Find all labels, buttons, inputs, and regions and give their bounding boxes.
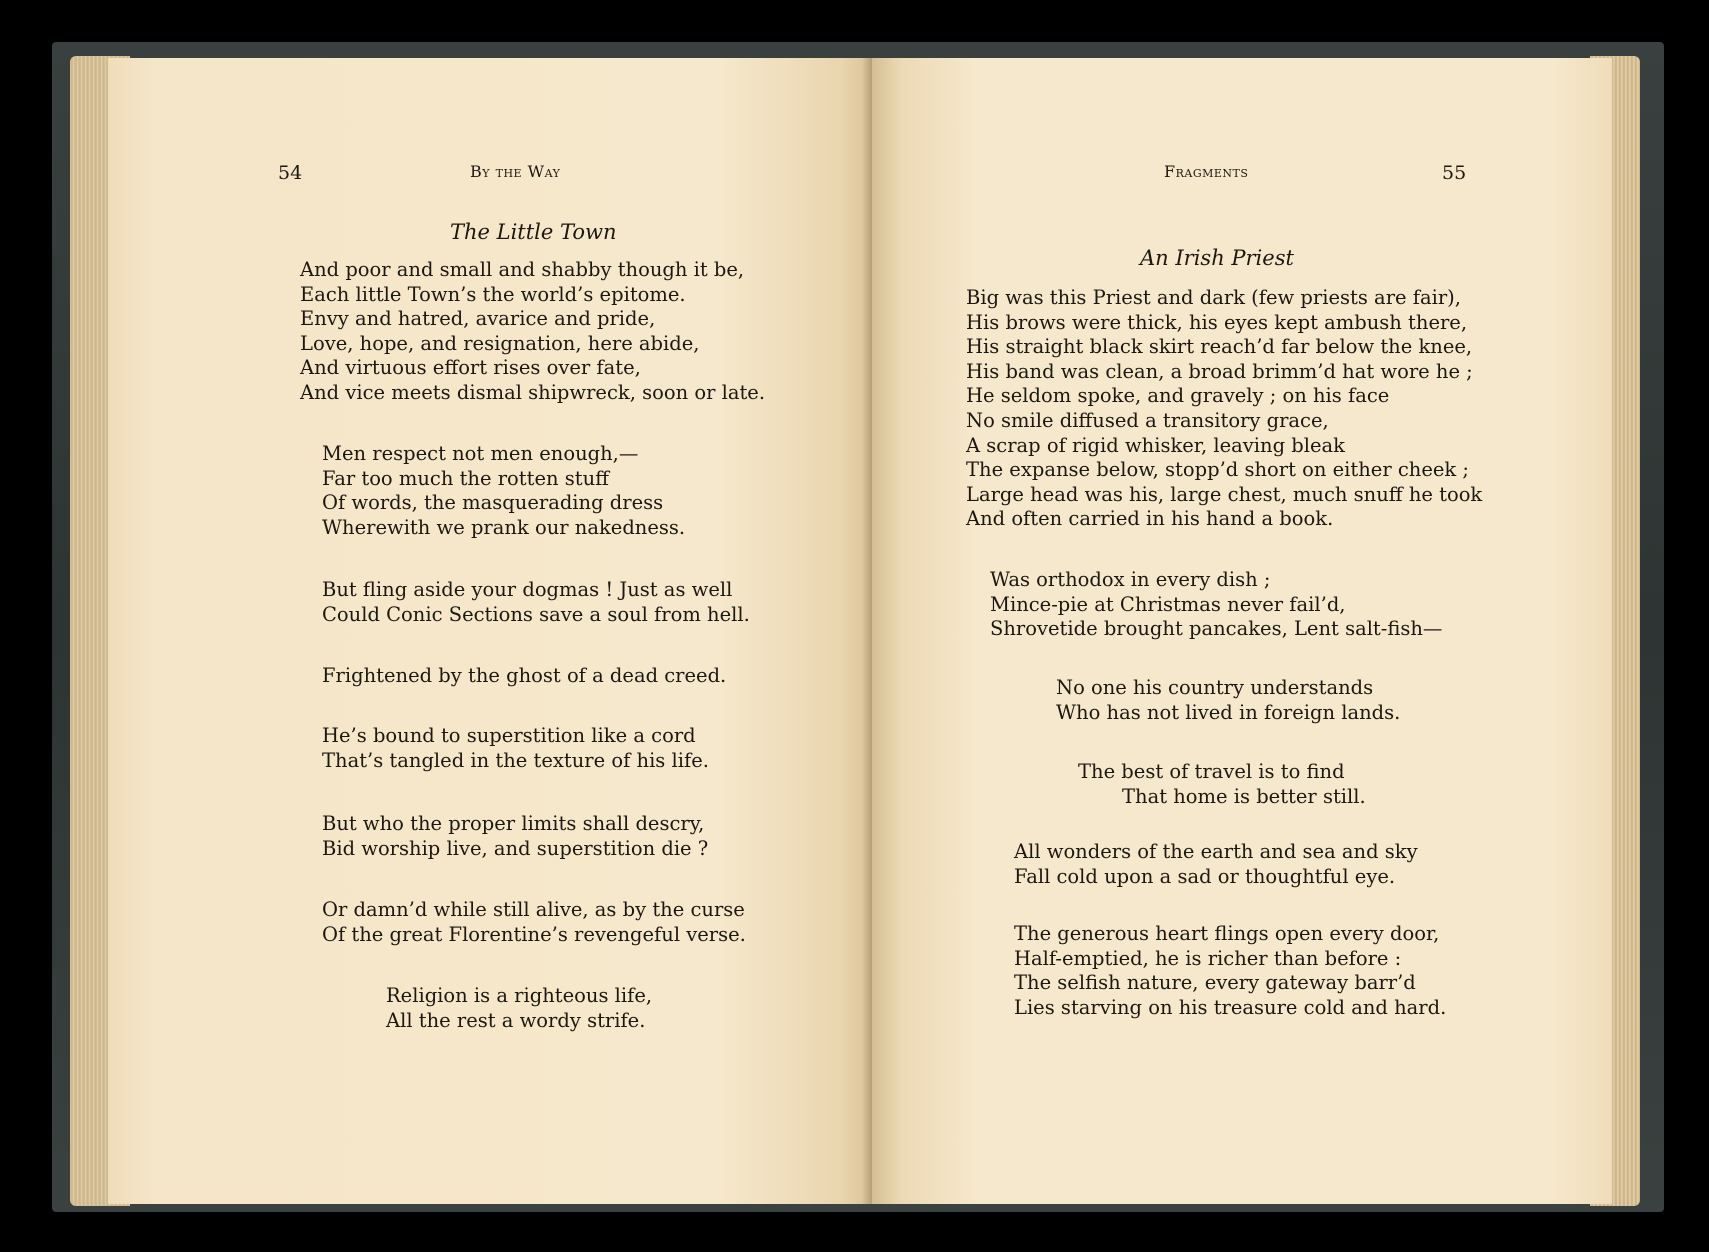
poem-line: Religion is a righteous life,	[386, 984, 653, 1007]
poem-line: All wonders of the earth and sea and sky	[1014, 840, 1418, 863]
poem-line: Fall cold upon a sad or thoughtful eye.	[1014, 864, 1396, 888]
left-stanza-3	[322, 578, 750, 627]
poem-line: Large head was his, large chest, much snuff he took	[966, 482, 1483, 506]
poem-line: All the rest a wordy strife.	[386, 1008, 646, 1032]
left-stanza-1	[300, 258, 765, 406]
right-stanza-2	[990, 568, 1442, 642]
left-stanza-4	[322, 664, 726, 689]
poem-line: Mince-pie at Christmas never fail’d,	[990, 592, 1346, 616]
poem-line: But fling aside your dogmas ! Just as well	[322, 578, 733, 601]
poem-line: And poor and small and shabby though it be,	[300, 258, 745, 281]
poem-line: The selfish nature, every gateway barr’d	[1014, 971, 1416, 995]
right-running-head: Fragments	[1164, 162, 1249, 181]
left-stanza-5	[322, 724, 709, 773]
left-page-number: 54	[278, 162, 303, 184]
right-page-number: 55	[1442, 162, 1467, 184]
right-page	[872, 58, 1612, 1204]
poem-line: That home is better still.	[1122, 784, 1366, 808]
right-poem-title: An Irish Priest	[1140, 246, 1294, 270]
poem-line: Could Conic Sections save a soul from hell.	[322, 602, 750, 626]
right-stanza-5	[1014, 840, 1418, 889]
poem-line: Lies starving on his treasure cold and hard.	[1014, 995, 1447, 1019]
poem-line: Big was this Priest and dark (few priests are fair),	[966, 286, 1461, 309]
poem-line: And virtuous effort rises over fate,	[300, 356, 641, 380]
poem-line: And vice meets dismal shipwreck, soon or late.	[300, 380, 766, 404]
poem-line: The best of travel is to find	[1078, 760, 1345, 783]
poem-line: A scrap of rigid whisker, leaving bleak	[966, 433, 1345, 457]
poem-line: Of words, the masquerading dress	[322, 491, 664, 515]
poem-line: Was orthodox in every dish ;	[990, 568, 1271, 591]
poem-line: And often carried in his hand a book.	[966, 507, 1334, 531]
poem-line: No smile diffused a transitory grace,	[966, 408, 1329, 432]
poem-line: No one his country understands	[1056, 676, 1374, 699]
right-stanza-3	[1056, 676, 1400, 725]
poem-line: Wherewith we prank our nakedness.	[322, 515, 686, 539]
poem-line: Or damn’d while still alive, as by the curse	[322, 898, 745, 921]
poem-line: Love, hope, and resignation, here abide,	[300, 331, 700, 355]
poem-line: That’s tangled in the texture of his life.	[322, 748, 709, 772]
left-poem-title: The Little Town	[450, 220, 617, 244]
right-stanza-4	[1078, 760, 1366, 809]
left-running-head: By the Way	[470, 162, 561, 181]
poem-line: His band was clean, a broad brimm’d hat wore he ;	[966, 359, 1473, 383]
left-stanza-7	[322, 898, 746, 947]
poem-line: Who has not lived in foreign lands.	[1056, 700, 1401, 724]
poem-line: The expanse below, stopp’d short on either cheek ;	[966, 458, 1469, 482]
poem-line: He seldom spoke, and gravely ; on his face	[966, 384, 1390, 408]
poem-line: The generous heart flings open every door,	[1014, 922, 1440, 945]
poem-line: Half-emptied, he is richer than before :	[1014, 946, 1402, 970]
poem-line: Envy and hatred, avarice and pride,	[300, 307, 656, 331]
poem-line: His straight black skirt reach’d far below the knee,	[966, 335, 1473, 359]
right-stanza-6	[1014, 922, 1446, 1020]
poem-line: He’s bound to superstition like a cord	[322, 724, 696, 747]
right-stanza-1	[966, 286, 1482, 532]
poem-line: Bid worship live, and superstition die ?	[322, 836, 709, 860]
left-stanza-8	[386, 984, 652, 1033]
poem-line: Of the great Florentine’s revengeful verse.	[322, 922, 746, 946]
poem-line: Frightened by the ghost of a dead creed.	[322, 664, 727, 687]
left-page	[108, 58, 872, 1204]
poem-line: Far too much the rotten stuff	[322, 466, 610, 490]
poem-line: But who the proper limits shall descry,	[322, 812, 705, 835]
left-stanza-6	[322, 812, 708, 861]
poem-line: Each little Town’s the world’s epitome.	[300, 282, 686, 306]
poem-line: His brows were thick, his eyes kept ambush there,	[966, 310, 1468, 334]
left-stanza-2	[322, 442, 685, 540]
poem-line: Men respect not men enough,—	[322, 442, 639, 465]
poem-line: Shrovetide brought pancakes, Lent salt-fish—	[990, 617, 1443, 641]
